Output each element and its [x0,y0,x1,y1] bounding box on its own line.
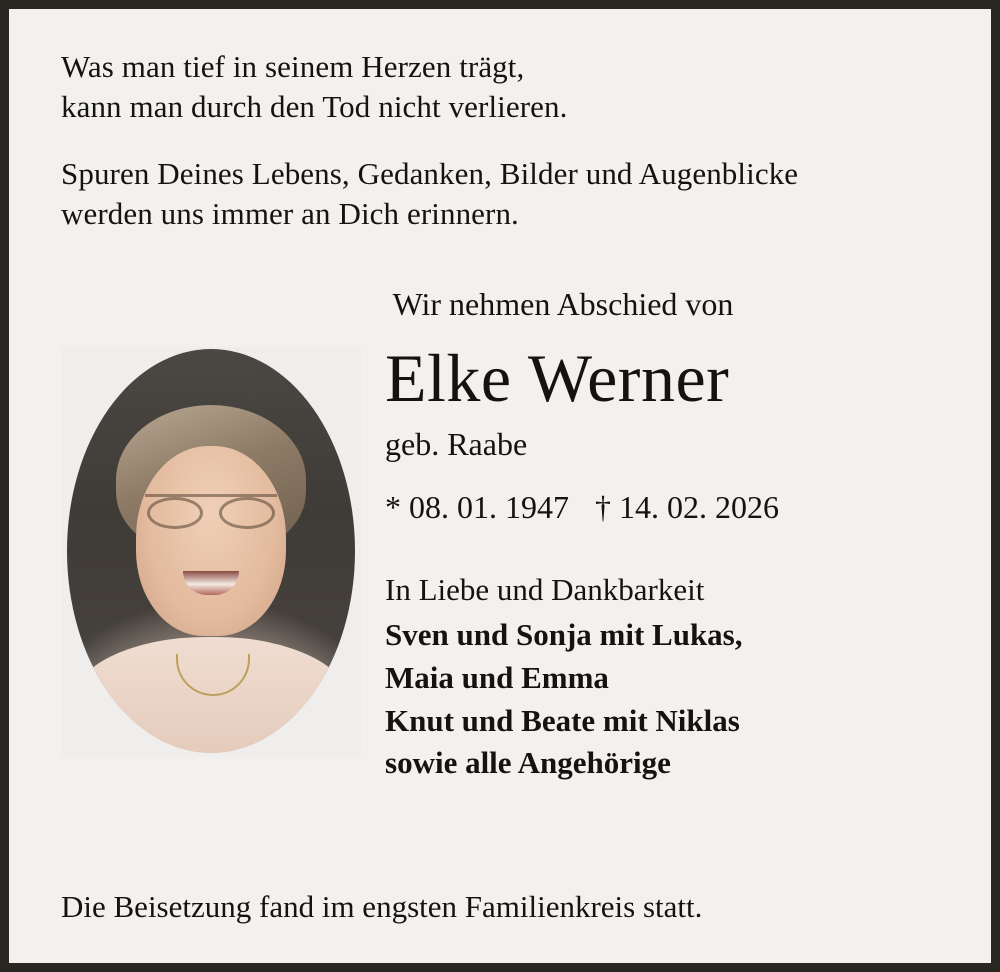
portrait-oval [67,349,355,753]
dedication-line: In Liebe und Dankbarkeit [385,572,705,608]
deceased-details [385,335,945,785]
family-line-1: Sven und Sonja mit Lukas, [385,617,743,653]
portrait-photo [61,347,361,757]
verse-block [61,47,945,234]
verse-stanza-one [61,47,945,126]
family-line-2: Maia und Emma [385,659,609,695]
family-list [385,614,945,785]
portrait-face [136,446,286,636]
verse-line-1: Was man tief in seinem Herzen trägt, [61,49,525,84]
life-dates [385,489,945,526]
verse-line-2: kann man durch den Tod nicht verlieren. [61,88,568,124]
deceased-name: Elke Werner [385,339,730,416]
verse-line-4: werden uns immer an Dich erinnern. [61,196,519,232]
death-date: † 14. 02. 2026 [595,489,779,526]
farewell-lead: Wir nehmen Abschied von [392,285,734,322]
glasses-icon [145,494,277,527]
family-line-3: Knut und Beate mit Niklas [385,702,740,738]
funeral-note: Die Beisetzung fand im engsten Familienkreis statt. [61,889,703,924]
obituary-body [61,335,945,855]
family-line-4: sowie alle Angehörige [385,745,671,781]
portrait-frame [61,347,361,757]
obituary-inner [9,9,991,963]
birth-date: * 08. 01. 1947 [385,489,569,526]
deceased-maiden-name: geb. Raabe [385,426,528,463]
verse-stanza-two [61,154,945,233]
verse-line-3: Spuren Deines Lebens, Gedanken, Bilder und Augenblicke [61,156,799,192]
